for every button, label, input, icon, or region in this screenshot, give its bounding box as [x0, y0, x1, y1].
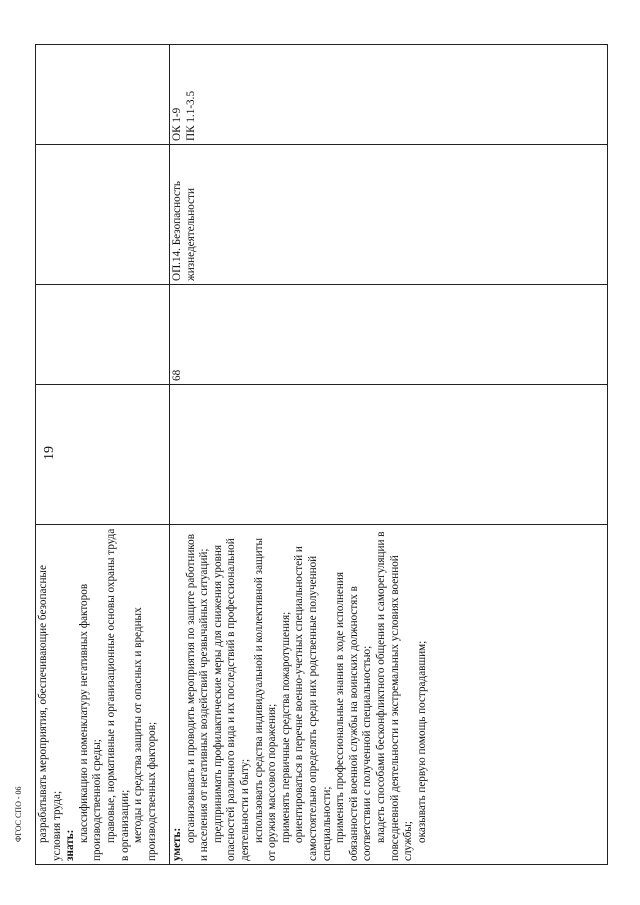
skill-item: организовывать и проводить мероприятия по защите работников и населения от негативных воздействий чрезвычайных ситуаций;: [184, 533, 211, 861]
skill-label: уметь:: [171, 827, 183, 861]
empty-cell: [36, 285, 170, 385]
page-number: 19: [42, 446, 57, 460]
skill-item: использовать средства индивидуальной и коллективной защиты от оружия массового поражения;: [252, 537, 279, 861]
requirements-cell: [170, 525, 608, 865]
footer-label: ФГОС СПО - 06: [14, 786, 23, 842]
know-item: классификацию и номенклатуру негативных факторов производственной среды;: [77, 583, 104, 861]
empty-cell: [36, 45, 170, 145]
know-item: правовые, нормативные и организационные основы охраны труда в организации;: [104, 528, 131, 861]
table-row: [170, 45, 608, 865]
discipline-cell: ОП.14. Безопасность жизнедеятельности: [170, 145, 608, 285]
skill-item: применять профессиональные знания в ходе исполнения обязанностей военной службы на воинских должностях в соответствии с полученной специальностью;: [334, 571, 374, 861]
skill-item: предпринимать профилактические меры для снижения уровня опасностей различного вида и их последствий в профессиональной деятельности и быту;: [211, 538, 251, 861]
skill-item: владеть способами бесконфликтного общения и саморегуляции в повседневной деятельности и экстремальных условиях военной службы;: [374, 531, 415, 861]
empty-cell: [36, 145, 170, 285]
requirement-text: разрабатывать мероприятия, обеспечивающие безопасные условия труда;: [37, 565, 63, 861]
requirements-cell: [36, 525, 170, 865]
hours-cell: 68: [170, 285, 608, 385]
skill-item: ориентироваться в перечне военно-учетных специальностей и самостоятельно определять среди них родственные полученной специальности;: [293, 546, 333, 861]
know-label: знать:: [64, 829, 77, 861]
skill-item: применять первичные средства пожаротушения;: [279, 611, 292, 843]
rotated-page: [35, 45, 605, 865]
competency-ok: ОК 1-9: [171, 107, 183, 141]
skill-item: оказывать первую помощь пострадавшим;: [415, 640, 428, 843]
competencies-cell: [170, 45, 608, 145]
competency-pk: ПК 1.1-3.5: [184, 90, 197, 141]
standards-table: [35, 44, 608, 865]
empty-cell: [170, 385, 608, 525]
know-item: методы и средства защиты от опасных и вредных производственных факторов;: [132, 607, 158, 861]
